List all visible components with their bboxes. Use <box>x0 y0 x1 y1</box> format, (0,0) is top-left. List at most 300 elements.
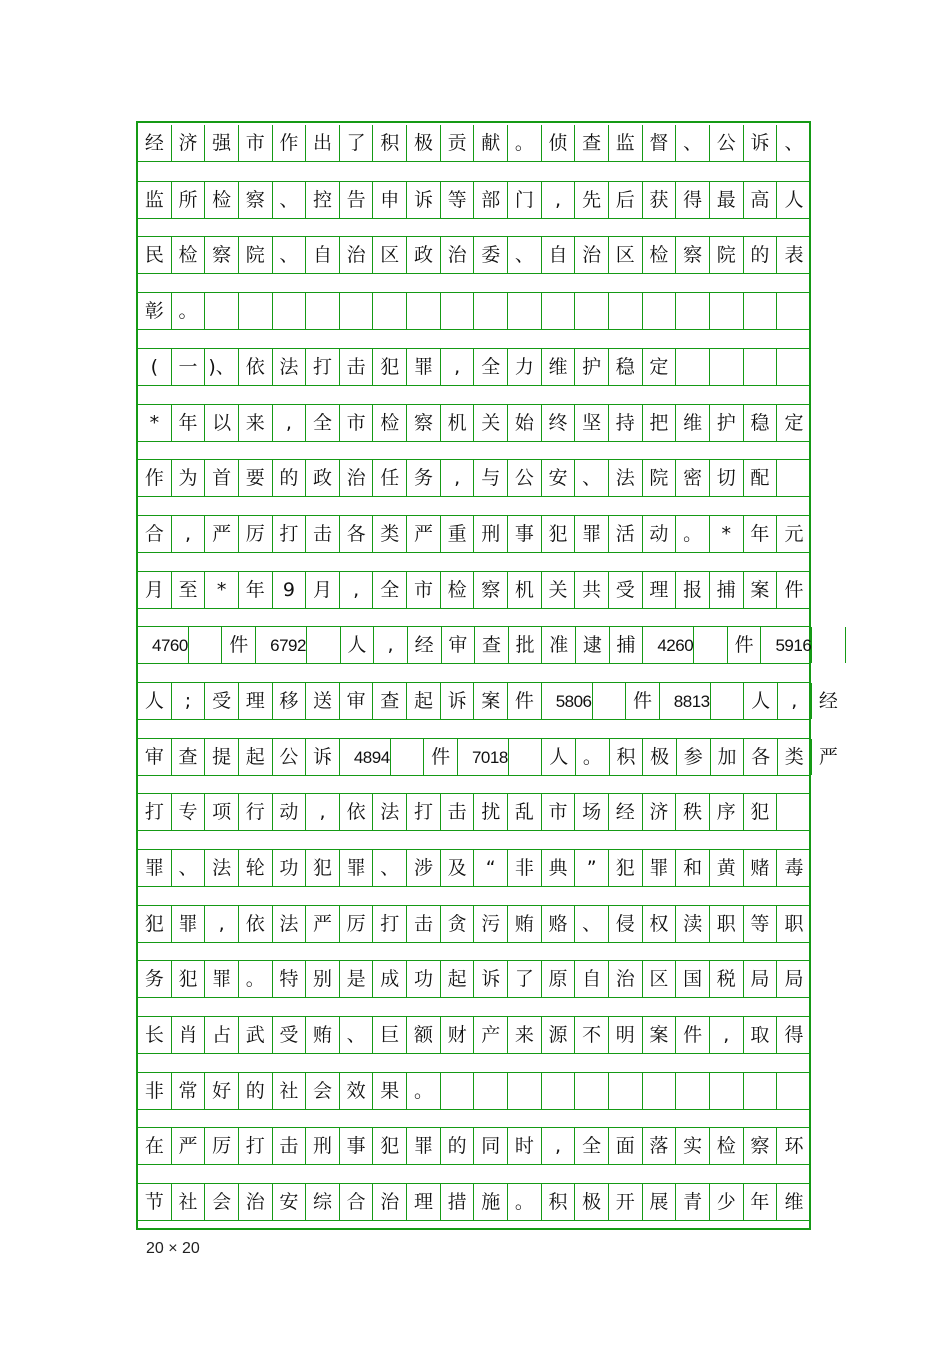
grid-cell: 济 <box>172 125 206 161</box>
grid-cell: 赂 <box>542 906 576 942</box>
grid-cell <box>744 293 778 329</box>
grid-cell: 治 <box>373 1184 407 1220</box>
grid-cell: 4760 <box>138 627 189 663</box>
grid-cell: 。 <box>676 516 710 552</box>
grid-cell: “ <box>474 850 508 886</box>
grid-cell: 赌 <box>744 850 778 886</box>
grid-cell: 权 <box>643 906 677 942</box>
grid-cell: , <box>172 516 206 552</box>
grid-cell: 申 <box>373 182 407 218</box>
grid-cell: )、 <box>205 349 239 385</box>
grid-cell: 武 <box>239 1017 273 1053</box>
grid-cell: 犯 <box>542 516 576 552</box>
grid-cell: 击 <box>273 1128 307 1164</box>
grid-row <box>138 1016 809 1054</box>
grid-cell: 诉 <box>474 961 508 997</box>
grid-cell: 院 <box>710 237 744 273</box>
grid-cell: 局 <box>784 967 804 990</box>
grid-row <box>138 960 809 998</box>
grid-cell: 职 <box>784 912 804 935</box>
grid-cell: 常 <box>172 1073 206 1109</box>
grid-cell: 院 <box>643 460 677 496</box>
grid-cell: 务 <box>138 961 172 997</box>
grid-cell: 的 <box>239 1073 273 1109</box>
grid-cell: 税 <box>710 961 744 997</box>
grid-cell <box>575 1073 609 1109</box>
grid-cell: 在 <box>138 1128 172 1164</box>
grid-cell: 极 <box>407 125 441 161</box>
grid-cell: 开 <box>609 1184 643 1220</box>
grid-cell: 市 <box>542 794 576 830</box>
grid-row <box>138 404 809 442</box>
grid-cell: 、 <box>273 237 307 273</box>
grid-cell: 察 <box>407 405 441 441</box>
grid-cell: 时 <box>508 1128 542 1164</box>
grid-cell <box>711 683 745 719</box>
grid-cell: 类 <box>373 516 407 552</box>
grid-cell: 督 <box>643 125 677 161</box>
grid-cell: 配 <box>744 460 778 496</box>
grid-cell: 得 <box>784 1023 804 1046</box>
grid-cell: 持 <box>609 405 643 441</box>
grid-cell: 务 <box>407 460 441 496</box>
grid-cell: 严 <box>407 516 441 552</box>
grid-cell: 人 <box>138 683 172 719</box>
grid-cell: 年 <box>744 516 778 552</box>
grid-cell: 得 <box>676 182 710 218</box>
grid-cell: 理 <box>239 683 273 719</box>
grid-cell: 作 <box>138 460 172 496</box>
grid-cell: 区 <box>643 961 677 997</box>
grid-cell: 关 <box>474 405 508 441</box>
grid-row <box>138 905 809 943</box>
grid-cell: 6792 <box>256 627 307 663</box>
grid-cell: 同 <box>474 1128 508 1164</box>
grid-cell: 人 <box>744 683 778 719</box>
grid-cell: 治 <box>609 961 643 997</box>
grid-cell: 专 <box>172 794 206 830</box>
grid-cell: 重 <box>441 516 475 552</box>
grid-cell: 严 <box>172 1128 206 1164</box>
grid-cell: 4894 <box>340 739 391 775</box>
grid-cell <box>441 293 475 329</box>
grid-cell: 护 <box>710 405 744 441</box>
grid-row <box>138 125 809 162</box>
grid-cell: 罪 <box>138 850 172 886</box>
grid-cell: 稳 <box>744 405 778 441</box>
grid-cell <box>744 349 778 385</box>
grid-cell: 任 <box>373 460 407 496</box>
grid-cell: 黄 <box>710 850 744 886</box>
grid-cell <box>373 293 407 329</box>
grid-cell: 果 <box>373 1073 407 1109</box>
grid-cell: 移 <box>273 683 307 719</box>
grid-cell: 罪 <box>643 850 677 886</box>
manuscript-grid-paper <box>136 121 838 1230</box>
grid-cell <box>710 1073 744 1109</box>
grid-cell: 法 <box>273 349 307 385</box>
grid-cell: 事 <box>340 1128 374 1164</box>
grid-cell <box>710 293 744 329</box>
grid-cell <box>744 1073 778 1109</box>
grid-cell: 件 <box>222 627 256 663</box>
grid-cell: 会 <box>306 1073 340 1109</box>
grid-cell: 贡 <box>441 125 475 161</box>
grid-cell: 件 <box>676 1017 710 1053</box>
grid-cell: 贿 <box>508 906 542 942</box>
grid-cell: , <box>273 405 307 441</box>
grid-row <box>138 459 809 497</box>
grid-cell: , <box>441 349 475 385</box>
grid-cell: 积 <box>373 125 407 161</box>
grid-cell: 成 <box>373 961 407 997</box>
grid-cell: 合 <box>340 1184 374 1220</box>
grid-cell: 极 <box>575 1184 609 1220</box>
grid-cell: 理 <box>643 572 677 608</box>
grid-cell: 职 <box>710 906 744 942</box>
grid-cell: 施 <box>474 1184 508 1220</box>
grid-cell: 年 <box>172 405 206 441</box>
grid-cell: 5916 <box>761 627 812 663</box>
grid-cell: 维 <box>784 1190 804 1213</box>
grid-cell <box>777 293 811 329</box>
grid-cell: 公 <box>273 739 307 775</box>
grid-cell: 部 <box>474 182 508 218</box>
grid-cell <box>391 739 425 775</box>
grid-cell: 始 <box>508 405 542 441</box>
grid-cell: 诉 <box>744 125 778 161</box>
grid-cell: 月 <box>306 572 340 608</box>
grid-cell: 强 <box>205 125 239 161</box>
grid-cell: 贿 <box>306 1017 340 1053</box>
grid-cell <box>609 293 643 329</box>
grid-cell: 严 <box>306 906 340 942</box>
grid-cell: 件 <box>728 627 762 663</box>
grid-cell: , <box>710 1017 744 1053</box>
grid-cell: 少 <box>710 1184 744 1220</box>
grid-cell: 检 <box>373 405 407 441</box>
grid-cell: , <box>441 460 475 496</box>
grid-cell: 所 <box>172 182 206 218</box>
grid-cell <box>306 293 340 329</box>
grid-cell: 关 <box>542 572 576 608</box>
grid-cell: 。 <box>407 1073 441 1109</box>
grid-cell: 、 <box>575 460 609 496</box>
grid-cell: 准 <box>542 627 576 663</box>
grid-cell: 动 <box>643 516 677 552</box>
grid-cell: 展 <box>643 1184 677 1220</box>
grid-cell: 元 <box>784 522 804 545</box>
grid-cell: 维 <box>676 405 710 441</box>
grid-row <box>138 793 809 831</box>
grid-row <box>138 571 809 609</box>
grid-cell: 是 <box>340 961 374 997</box>
grid-cell: * <box>205 572 239 608</box>
grid-cell: 了 <box>508 961 542 997</box>
grid-cell: 审 <box>340 683 374 719</box>
grid-cell: 等 <box>441 182 475 218</box>
grid-cell: 月 <box>138 572 172 608</box>
grid-cell: 场 <box>575 794 609 830</box>
grid-cell: 非 <box>138 1073 172 1109</box>
grid-cell: 察 <box>676 237 710 273</box>
grid-cell: 起 <box>441 961 475 997</box>
grid-cell: 全 <box>575 1128 609 1164</box>
grid-cell: 、 <box>373 850 407 886</box>
grid-cell: 污 <box>474 906 508 942</box>
grid-row <box>138 1183 809 1221</box>
grid-cell: 件 <box>626 683 660 719</box>
grid-cell: 。 <box>576 739 610 775</box>
grid-cell: 综 <box>306 1184 340 1220</box>
grid-cell: 额 <box>407 1017 441 1053</box>
grid-cell <box>509 739 543 775</box>
grid-cell: 5806 <box>542 683 593 719</box>
grid-cell: 别 <box>306 961 340 997</box>
grid-cell: 9 <box>273 572 307 608</box>
grid-cell: 、 <box>575 906 609 942</box>
grid-cell <box>846 627 880 663</box>
grid-cell: 罪 <box>407 349 441 385</box>
grid-cell: 击 <box>340 349 374 385</box>
grid-cell: 受 <box>273 1017 307 1053</box>
grid-cell: 表 <box>784 243 804 266</box>
grid-cell: 会 <box>205 1184 239 1220</box>
grid-cell: , <box>306 794 340 830</box>
grid-cell: 环 <box>784 1134 804 1157</box>
grid-cell: 送 <box>306 683 340 719</box>
grid-cell <box>593 683 627 719</box>
grid-cell: 人 <box>784 188 804 211</box>
grid-cell: 后 <box>609 182 643 218</box>
grid-cell: 渎 <box>676 906 710 942</box>
grid-cell <box>710 349 744 385</box>
grid-cell: 财 <box>441 1017 475 1053</box>
grid-row <box>138 236 809 274</box>
grid-cell: 明 <box>609 1017 643 1053</box>
grid-cell: 市 <box>340 405 374 441</box>
grid-cell: 侦 <box>542 125 576 161</box>
grid-cell: 先 <box>575 182 609 218</box>
grid-cell: 批 <box>509 627 543 663</box>
grid-cell <box>307 627 341 663</box>
grid-cell: 击 <box>306 516 340 552</box>
grid-cell: 理 <box>407 1184 441 1220</box>
grid-cell: 诉 <box>407 182 441 218</box>
grid-cell <box>205 293 239 329</box>
grid-cell: 稳 <box>609 349 643 385</box>
grid-cell: 了 <box>340 125 374 161</box>
grid-cell: 犯 <box>306 850 340 886</box>
grid-cell: 检 <box>441 572 475 608</box>
grid-cell: 严 <box>818 745 838 768</box>
grid-cell: 捕 <box>610 627 644 663</box>
grid-cell: * <box>710 516 744 552</box>
grid-cell: 获 <box>643 182 677 218</box>
grid-cell: 产 <box>474 1017 508 1053</box>
grid-cell: 来 <box>239 405 273 441</box>
grid-cell: 力 <box>508 349 542 385</box>
grid-cell: 案 <box>474 683 508 719</box>
grid-cell: 报 <box>676 572 710 608</box>
grid-cell: 献 <box>474 125 508 161</box>
grid-cell: 查 <box>373 683 407 719</box>
grid-cell: 院 <box>239 237 273 273</box>
grid-cell: 打 <box>239 1128 273 1164</box>
grid-cell: 刑 <box>474 516 508 552</box>
grid-cell: 件 <box>784 578 804 601</box>
grid-cell: 察 <box>239 182 273 218</box>
grid-cell: 控 <box>306 182 340 218</box>
grid-cell: 活 <box>609 516 643 552</box>
grid-cell: 告 <box>340 182 374 218</box>
grid-cell: , <box>778 683 812 719</box>
grid-cell <box>777 460 811 496</box>
grid-cell: 全 <box>373 572 407 608</box>
grid-cell: 毒 <box>784 856 804 879</box>
grid-cell: 治 <box>340 237 374 273</box>
grid-cell: 加 <box>711 739 745 775</box>
grid-cell: 扰 <box>474 794 508 830</box>
grid-cell: 依 <box>239 349 273 385</box>
grid-cell: 8813 <box>660 683 711 719</box>
grid-cell: 犯 <box>138 906 172 942</box>
grid-cell: 面 <box>609 1128 643 1164</box>
grid-cell: 共 <box>575 572 609 608</box>
grid-cell: 法 <box>205 850 239 886</box>
grid-cell: ; <box>172 683 206 719</box>
grid-cell: , <box>340 572 374 608</box>
grid-cell: 检 <box>205 182 239 218</box>
grid-cell: 人 <box>341 627 375 663</box>
grid-cell: 刑 <box>306 1128 340 1164</box>
grid-cell: 案 <box>744 572 778 608</box>
grid-cell <box>777 349 811 385</box>
grid-cell: 出 <box>306 125 340 161</box>
grid-cell: 人 <box>542 739 576 775</box>
grid-row <box>138 738 838 776</box>
grid-cell <box>676 293 710 329</box>
grid-cell: 合 <box>138 516 172 552</box>
grid-cell: 机 <box>441 405 475 441</box>
grid-cell: 占 <box>205 1017 239 1053</box>
grid-cell: 受 <box>609 572 643 608</box>
grid-cell: 治 <box>441 237 475 273</box>
grid-cell: 件 <box>508 683 542 719</box>
grid-cell: 局 <box>744 961 778 997</box>
grid-cell: 原 <box>542 961 576 997</box>
grid-cell: 长 <box>138 1017 172 1053</box>
grid-cell: 监 <box>609 125 643 161</box>
grid-row <box>138 1072 809 1110</box>
grid-cell: 经 <box>138 125 172 161</box>
grid-cell: , <box>542 182 576 218</box>
grid-cell: 等 <box>744 906 778 942</box>
grid-cell: 坚 <box>575 405 609 441</box>
grid-cell: 起 <box>407 683 441 719</box>
grid-cell: 打 <box>407 794 441 830</box>
grid-cell: 件 <box>424 739 458 775</box>
grid-cell: 节 <box>138 1184 172 1220</box>
grid-cell: 的 <box>273 460 307 496</box>
grid-cell: 不 <box>575 1017 609 1053</box>
grid-cell: 高 <box>744 182 778 218</box>
grid-cell: 案 <box>643 1017 677 1053</box>
grid-cell: 诉 <box>441 683 475 719</box>
grid-cell: 自 <box>575 961 609 997</box>
grid-cell: 自 <box>306 237 340 273</box>
grid-cell <box>474 1073 508 1109</box>
grid-cell: 为 <box>172 460 206 496</box>
grid-cell: 。 <box>508 1184 542 1220</box>
grid-cell: 查 <box>475 627 509 663</box>
grid-cell: 治 <box>239 1184 273 1220</box>
grid-cell: 乱 <box>508 794 542 830</box>
grid-cell: 轮 <box>239 850 273 886</box>
grid-cell: ” <box>575 850 609 886</box>
grid-cell: 功 <box>407 961 441 997</box>
grid-cell: 市 <box>407 572 441 608</box>
grid-cell: 受 <box>205 683 239 719</box>
grid-cell: 把 <box>643 405 677 441</box>
grid-cell <box>812 627 846 663</box>
grid-row <box>138 1127 809 1165</box>
grid-cell: 类 <box>778 739 812 775</box>
grid-cell: 公 <box>710 125 744 161</box>
grid-cell: 措 <box>441 1184 475 1220</box>
grid-cell: 年 <box>239 572 273 608</box>
grid-cell <box>609 1073 643 1109</box>
grid-cell <box>407 293 441 329</box>
grid-cell: 国 <box>676 961 710 997</box>
grid-cell: 涉 <box>407 850 441 886</box>
grid-cell: 4260 <box>643 627 694 663</box>
grid-cell: 贪 <box>441 906 475 942</box>
grid-cell: 检 <box>643 237 677 273</box>
grid-cell: 7018 <box>458 739 509 775</box>
grid-cell: 侵 <box>609 906 643 942</box>
grid-cell: 察 <box>205 237 239 273</box>
grid-cell: 犯 <box>373 349 407 385</box>
grid-cell: 秩 <box>676 794 710 830</box>
grid-cell: 参 <box>677 739 711 775</box>
grid-cell: 和 <box>676 850 710 886</box>
grid-cell: 罪 <box>575 516 609 552</box>
grid-cell: 治 <box>575 237 609 273</box>
grid-cell: 经 <box>408 627 442 663</box>
grid-cell: 诉 <box>306 739 340 775</box>
grid-cell: 实 <box>676 1128 710 1164</box>
grid-cell: 首 <box>205 460 239 496</box>
grid-cell <box>676 1073 710 1109</box>
grid-cell: 经 <box>818 689 838 712</box>
grid-row <box>138 348 809 386</box>
grid-cell: 作 <box>273 125 307 161</box>
grid-cell: 终 <box>542 405 576 441</box>
grid-cell: 察 <box>474 572 508 608</box>
grid-cell: 市 <box>239 125 273 161</box>
grid-cell: 民 <box>138 237 172 273</box>
grid-cell: 全 <box>306 405 340 441</box>
grid-cell: 特 <box>273 961 307 997</box>
grid-cell: 击 <box>441 794 475 830</box>
grid-cell: 功 <box>273 850 307 886</box>
grid-row <box>138 515 809 553</box>
grid-row <box>138 849 809 887</box>
grid-cell: 维 <box>542 349 576 385</box>
grid-cell <box>643 1073 677 1109</box>
grid-cell: 行 <box>239 794 273 830</box>
